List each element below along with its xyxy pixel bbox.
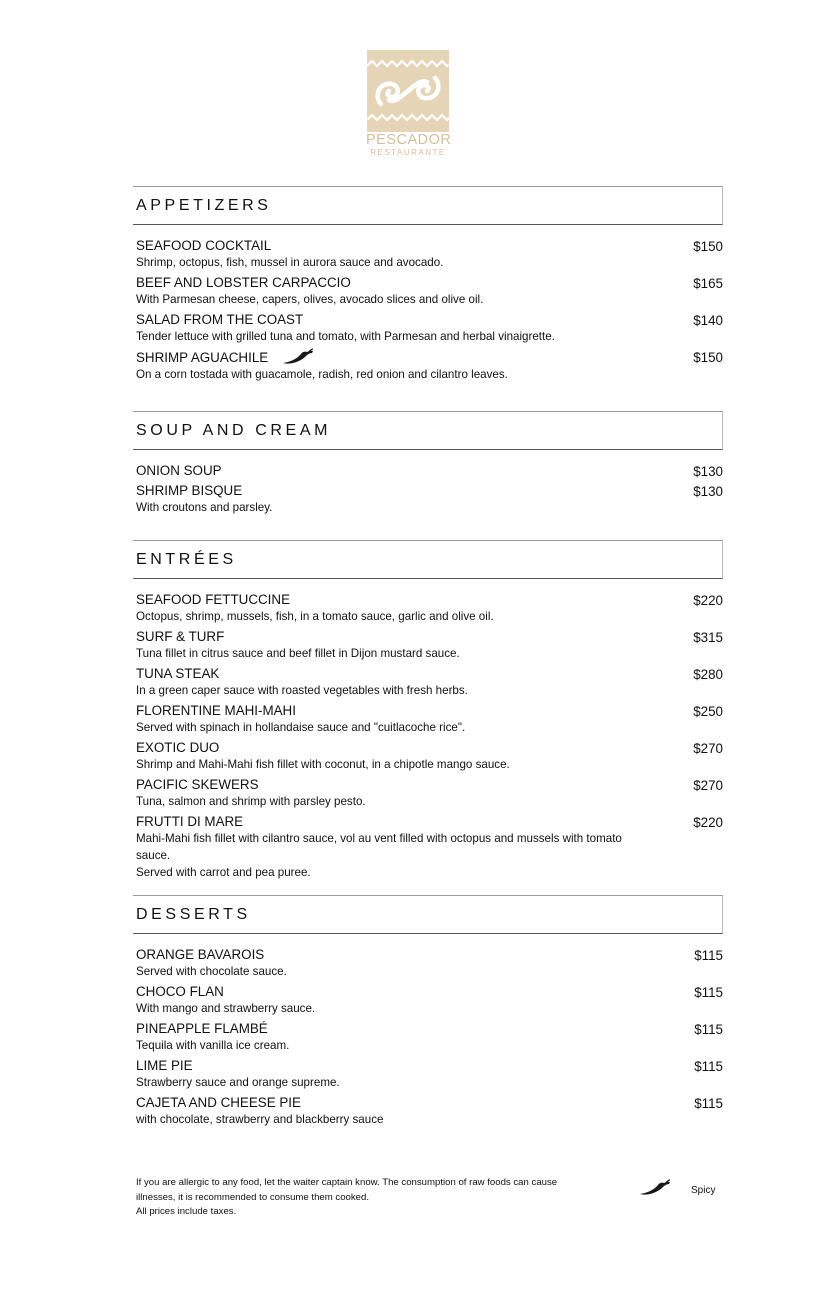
menu-item-name: EXOTIC DUO: [136, 740, 220, 755]
menu-item-name: SURF & TURF: [136, 629, 225, 644]
menu-item-name: SHRIMP BISQUE: [136, 483, 243, 498]
menu-item-wrap: [136, 739, 723, 756]
menu-section: [133, 540, 723, 881]
menu-item-price: $115: [694, 1022, 723, 1037]
logo-name: PESCADOR: [366, 132, 452, 148]
menu-item-description: Tuna, salmon and shrimp with parsley pesto.: [136, 795, 366, 808]
menu-item-description: In a green caper sauce with roasted vegetables with fresh herbs.: [136, 684, 468, 697]
menu-item: [136, 274, 723, 308]
taxes-note: All prices include taxes.: [136, 1206, 237, 1217]
menu-item-wrap: [136, 311, 723, 328]
menu-item-description: Served with carrot and pea puree.: [136, 866, 311, 879]
menu-item: [136, 776, 723, 810]
menu-item-price: $115: [694, 1096, 723, 1111]
menu-item-description: Octopus, shrimp, mussels, fish, in a tomato sauce, garlic and olive oil.: [136, 610, 494, 623]
section-items: [133, 450, 723, 516]
menu-item: [136, 1057, 723, 1091]
menu-item-wrap: [136, 1057, 723, 1074]
menu-item-description: With croutons and parsley.: [136, 501, 273, 514]
menu-item-name: PACIFIC SKEWERS: [136, 777, 259, 792]
menu-item-wrap: [136, 813, 723, 830]
chili-pepper-icon: [282, 348, 314, 366]
menu-item-price: $280: [693, 667, 723, 682]
menu-item-price: $250: [693, 704, 723, 719]
menu-item-wrap: [136, 274, 723, 291]
menu-item-wrap: [136, 702, 723, 719]
menu-item-wrap: [136, 983, 723, 1000]
menu-item-name: FRUTTI DI MARE: [136, 814, 244, 829]
section-title: APPETIZERS: [133, 186, 723, 225]
menu-item-description: With Parmesan cheese, capers, olives, avocado slices and olive oil.: [136, 293, 484, 306]
section-title: SOUP AND CREAM: [133, 411, 723, 450]
menu-item-wrap: [136, 665, 723, 682]
menu-section: [133, 186, 723, 383]
menu-item-name: SEAFOOD FETTUCCINE: [136, 592, 290, 607]
menu-item-description: Served with spinach in hollandaise sauce and "cuitlacoche rice".: [136, 721, 466, 734]
menu-item-wrap: [136, 348, 723, 366]
menu-content: [133, 186, 723, 1131]
menu-item: [136, 1094, 723, 1128]
menu-item-wrap: [136, 946, 723, 963]
menu-item-description: On a corn tostada with guacamole, radish, red onion and cilantro leaves.: [136, 368, 508, 381]
menu-item: [136, 983, 723, 1017]
menu-item-name: ONION SOUP: [136, 463, 222, 478]
menu-item: [136, 591, 723, 625]
menu-item-price: $150: [693, 350, 723, 365]
chili-pepper-icon: [639, 1179, 671, 1202]
menu-item: [136, 237, 723, 271]
restaurant-logo: [366, 50, 450, 157]
menu-item: [136, 311, 723, 345]
menu-item-price: $220: [693, 815, 723, 830]
menu-item-price: $150: [693, 239, 723, 254]
menu-item-name: PINEAPPLE FLAMBÉ: [136, 1021, 268, 1036]
section-title: ENTRÉES: [133, 540, 723, 579]
menu-item-wrap: [136, 1094, 723, 1111]
menu-item-price: $130: [693, 484, 723, 499]
menu-item-wrap: [136, 482, 723, 499]
section-title: DESSERTS: [133, 895, 723, 934]
menu-item: [136, 482, 723, 516]
menu-item: [136, 702, 723, 736]
menu-item: [136, 739, 723, 773]
allergy-note: If you are allergic to any food, let the waiter captain know. The consumption of raw foods can cause illnesses, it is recommended to consume them cooked.: [136, 1177, 558, 1203]
menu-item-name: CHOCO FLAN: [136, 984, 224, 999]
menu-item: [136, 462, 723, 479]
menu-item-description: Mahi-Mahi fish fillet with cilantro sauce, vol au vent filled with octopus and mussels with tomato sauce.: [136, 832, 622, 862]
menu-item-price: $140: [693, 313, 723, 328]
menu-item-description: with chocolate, strawberry and blackberry sauce: [136, 1113, 384, 1126]
menu-item-price: $115: [694, 948, 723, 963]
menu-item-wrap: [136, 1020, 723, 1037]
menu-item-description: Shrimp and Mahi-Mahi fish fillet with coconut, in a chipotle mango sauce.: [136, 758, 510, 771]
menu-item-wrap: [136, 776, 723, 793]
menu-item-name: SHRIMP AGUACHILE: [136, 349, 269, 365]
menu-item-price: $315: [693, 630, 723, 645]
menu-item-name: LIME PIE: [136, 1058, 193, 1073]
menu-item: [136, 665, 723, 699]
menu-item-price: $270: [693, 778, 723, 793]
spicy-legend-label: Spicy: [691, 1185, 716, 1196]
section-items: [133, 579, 723, 881]
menu-item-name: CAJETA AND CHEESE PIE: [136, 1095, 301, 1110]
menu-section: [133, 411, 723, 516]
menu-item: [136, 348, 723, 383]
menu-item-wrap: [136, 237, 723, 254]
menu-item-name: ORANGE BAVAROIS: [136, 947, 265, 962]
menu-section: [133, 895, 723, 1128]
menu-item-price: $270: [693, 741, 723, 756]
menu-item-wrap: [136, 628, 723, 645]
logo-subtitle: RESTAURANTE: [370, 148, 446, 157]
menu-footer: [136, 1176, 726, 1220]
menu-item: [136, 628, 723, 662]
menu-item-description: With mango and strawberry sauce.: [136, 1002, 316, 1015]
menu-item-name: SALAD FROM THE COAST: [136, 312, 304, 327]
logo-emblem: [367, 50, 449, 132]
section-items: [133, 934, 723, 1128]
menu-item-name: TUNA STEAK: [136, 666, 220, 681]
menu-item: [136, 946, 723, 980]
menu-item-price: $115: [694, 985, 723, 1000]
menu-item: [136, 813, 723, 881]
menu-item-price: $130: [693, 464, 723, 479]
menu-item-name: SEAFOOD COCKTAIL: [136, 238, 272, 253]
menu-item-price: $115: [694, 1059, 723, 1074]
menu-item-wrap: [136, 591, 723, 608]
menu-item-name: BEEF AND LOBSTER CARPACCIO: [136, 275, 351, 290]
menu-item: [136, 1020, 723, 1054]
menu-item-description: Served with chocolate sauce.: [136, 965, 287, 978]
menu-item-price: $165: [693, 276, 723, 291]
menu-item-wrap: [136, 462, 723, 479]
menu-item-name: FLORENTINE MAHI-MAHI: [136, 703, 296, 718]
menu-item-description: Tuna fillet in citrus sauce and beef fillet in Dijon mustard sauce.: [136, 647, 460, 660]
menu-item-price: $220: [693, 593, 723, 608]
menu-item-description: Shrimp, octopus, fish, mussel in aurora sauce and avocado.: [136, 256, 444, 269]
section-items: [133, 225, 723, 383]
menu-item-description: Tender lettuce with grilled tuna and tomato, with Parmesan and herbal vinaigrette.: [136, 330, 555, 343]
menu-item-description: Tequila with vanilla ice cream.: [136, 1039, 290, 1052]
spicy-legend: [639, 1179, 715, 1202]
menu-item-description: Strawberry sauce and orange supreme.: [136, 1076, 340, 1089]
